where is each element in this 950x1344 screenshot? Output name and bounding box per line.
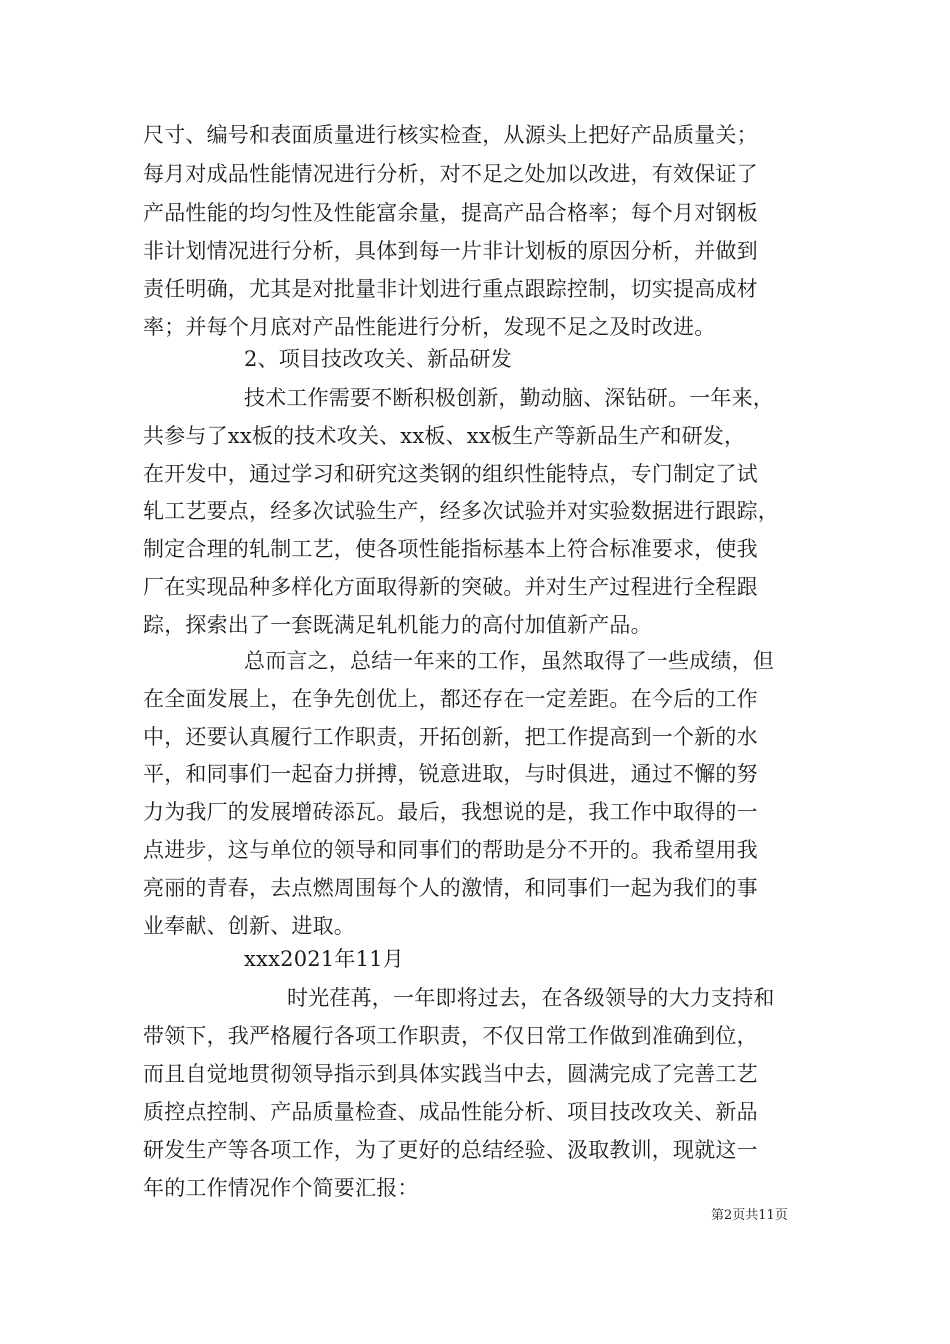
text-line: 厂在实现品种多样化方面取得新的突破。并对生产过程进行全程跟 (143, 575, 758, 599)
text-line: 共参与了xx板的技术攻关、xx板、xx板生产等新品生产和研发， (143, 424, 746, 448)
text-line: 平，和同事们一起奋力拼搏，锐意进取，与时俱进，通过不懈的努 (143, 762, 758, 786)
text-line: 而且自觉地贯彻领导指示到具体实践当中去，圆满完成了完善工艺 (143, 1062, 758, 1086)
text-line: 带领下，我严格履行各项工作职责，不仅日常工作做到准确到位， (143, 1024, 758, 1048)
text-line: 亮丽的青春，去点燃周围每个人的激情，和同事们一起为我们的事 (143, 876, 758, 900)
text-line: 总而言之，总结一年来的工作，虽然取得了一些成绩，但 (244, 649, 774, 673)
text-line: 时光荏苒，一年即将过去，在各级领导的大力支持和 (287, 986, 775, 1010)
text-line: 责任明确，尤其是对批量非计划进行重点跟踪控制，切实提高成材 (143, 277, 758, 301)
text-line: 每月对成品性能情况进行分析，对不足之处加以改进，有效保证了 (143, 162, 758, 186)
text-line: 轧工艺要点，经多次试验生产，经多次试验并对实验数据进行跟踪， (143, 499, 779, 523)
text-line: 年的工作情况作个简要汇报： (143, 1176, 419, 1200)
section-heading: 2、项目技改攻关、新品研发 (244, 347, 512, 371)
text-line: 踪，探索出了一套既满足轧机能力的高付加值新产品。 (143, 613, 652, 637)
text-line: 在全面发展上，在争先创优上，都还存在一定差距。在今后的工作 (143, 687, 758, 711)
page-number: 第2页共11页 (711, 1208, 788, 1223)
text-line: 尺寸、编号和表面质量进行核实检查，从源头上把好产品质量关； (143, 123, 758, 147)
text-line: 力为我厂的发展增砖添瓦。最后，我想说的是，我工作中取得的一 (143, 800, 758, 824)
text-line: 点进步，这与单位的领导和同事们的帮助是分不开的。我希望用我 (143, 838, 758, 862)
signature-date: xxx2021年11月 (244, 947, 404, 971)
text-line: 研发生产等各项工作，为了更好的总结经验、汲取教训，现就这一 (143, 1138, 758, 1162)
text-line: 率；并每个月底对产品性能进行分析，发现不足之及时改进。 (143, 315, 716, 339)
text-line: 制定合理的轧制工艺，使各项性能指标基本上符合标准要求，使我 (143, 537, 758, 561)
text-line: 在开发中，通过学习和研究这类钢的组织性能特点，专门制定了试 (143, 462, 758, 486)
text-line: 质控点控制、产品质量检查、成品性能分析、项目技改攻关、新品 (143, 1100, 758, 1124)
text-line: 非计划情况进行分析，具体到每一片非计划板的原因分析，并做到 (143, 239, 758, 263)
text-line: 业奉献、创新、进取。 (143, 914, 355, 938)
text-line: 产品性能的均匀性及性能富余量，提高产品合格率；每个月对钢板 (143, 201, 758, 225)
text-line: 技术工作需要不断积极创新，勤动脑、深钻研。一年来， (244, 386, 774, 410)
text-line: 中，还要认真履行工作职责，开拓创新，把工作提高到一个新的水 (143, 725, 758, 749)
